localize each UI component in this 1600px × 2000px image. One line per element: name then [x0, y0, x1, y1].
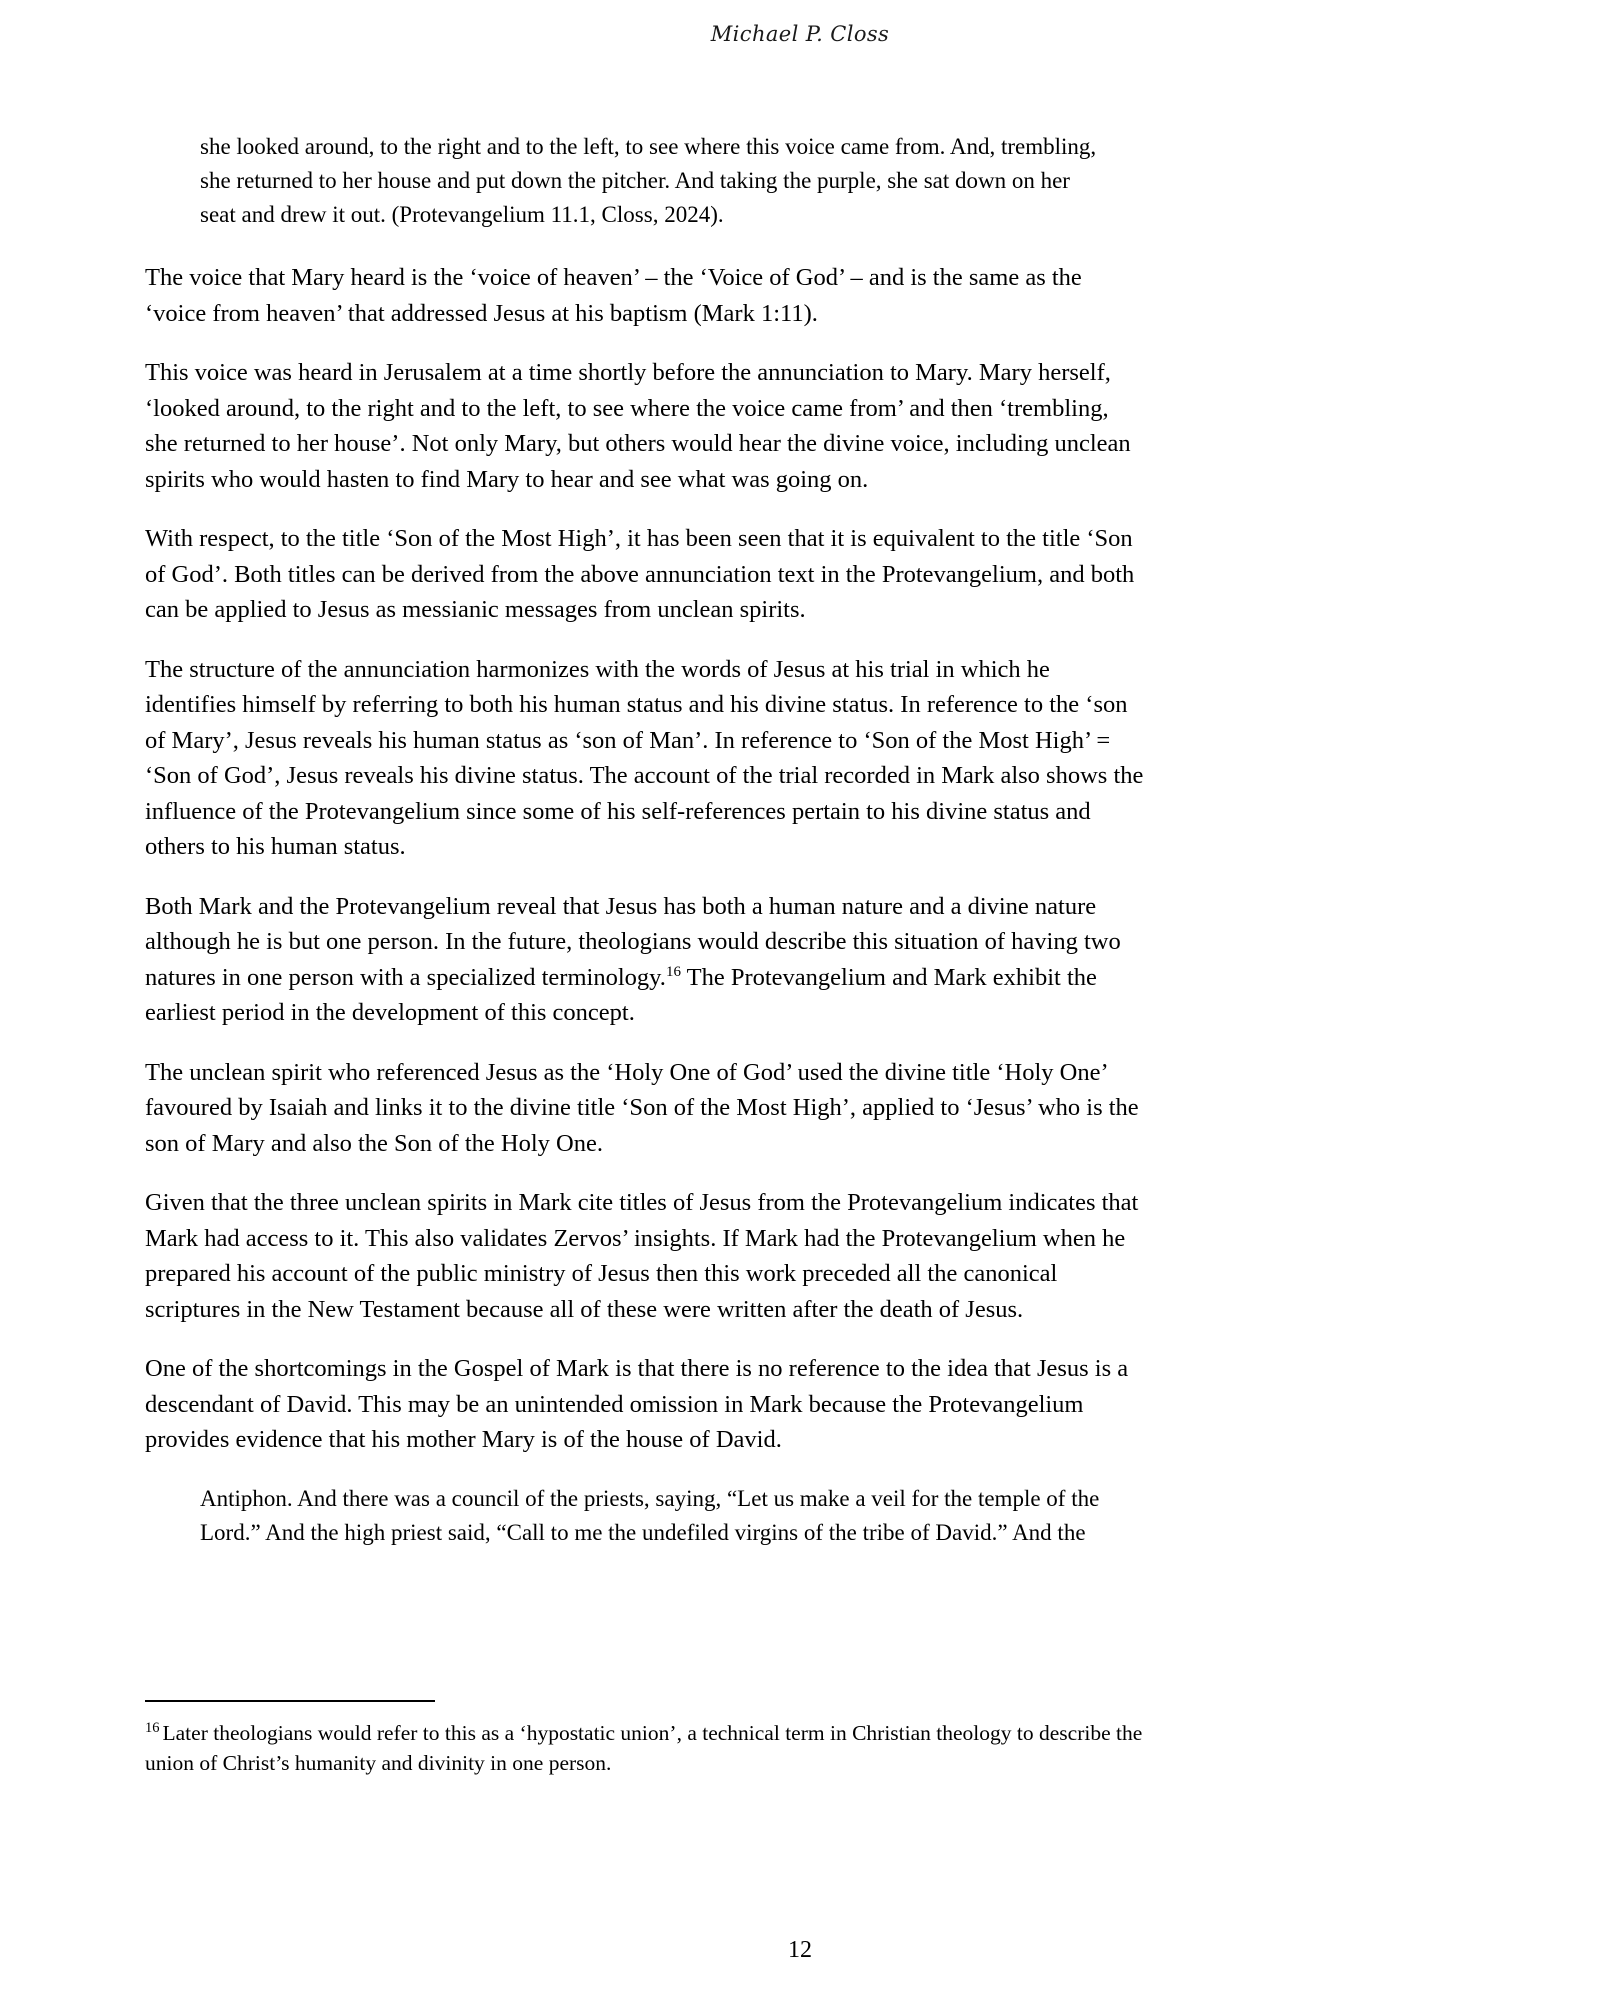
paragraph-voice-of-heaven: The voice that Mary heard is the ‘voice of heaven’ – the ‘Voice of God’ – and is the same as the ‘voice from heaven’ that addressed Jesus at his baptism (Mark 1:11). — [145, 264, 1082, 327]
paragraph-two-natures-text-after: The Protevangelium and Mark exhibit the earliest period in the development of this concept. — [145, 963, 1097, 1026]
blockquote-protevangelium-11-1 — [200, 130, 1100, 232]
document-body — [145, 130, 1145, 1578]
blockquote-antiphon — [200, 1482, 1100, 1550]
footnote-separator-rule — [145, 1700, 435, 1702]
page-number: 12 — [788, 1937, 812, 1963]
blockquote-protevangelium-11-1-text: she looked around, to the right and to the left, to see where this voice came from. And, trembling, she returned to her house and put down the pitcher. And taking the purple, she sat down on her seat and drew it out. (Protevangelium 11.1, Closs, 2024). — [200, 134, 1097, 227]
paragraph-holy-one-of-god: The unclean spirit who referenced Jesus as the ‘Holy One of God’ used the divine title ‘Holy One’ favoured by Isaiah and links it to the divine title ‘Son of the Most High’, applied to ‘Jesus’ who is the son of Mary and also the Son of the Holy One. — [145, 1058, 1139, 1157]
paragraph-three-unclean-spirits: Given that the three unclean spirits in Mark cite titles of Jesus from the Protevangelium indicates that Mark had access to it. This also validates Zervos’ insights. If Mark had the Protevangelium when he prepared his account of the public ministry of Jesus then this work preceded all the canonical scriptures in the New Testament because all of these were written after the death of Jesus. — [145, 1189, 1139, 1323]
paragraph-structure-of-annunciation: The structure of the annunciation harmonizes with the words of Jesus at his trial in which he identifies himself by referring to both his human status and his divine status. In reference to the ‘son of Mary’, Jesus reveals his human status as ‘son of Man’. In reference to ‘Son of the Most High’ = ‘Son of God’, Jesus reveals his divine status. The account of the trial recorded in Mark also shows the influence of the Protevangelium since some of his self-references pertain to his divine status and others to his human status. — [145, 655, 1144, 860]
footnote-reference-16[interactable]: 16 — [665, 963, 681, 980]
paragraph-two-natures-one-person — [145, 889, 1145, 1031]
footnote-area — [145, 1700, 1155, 1778]
paragraph-voice-heard-in-jerusalem: This voice was heard in Jerusalem at a time shortly before the annunciation to Mary. Mary herself, ‘looked around, to the right and to the left, to see where the voice came from’ and then ‘trembling, she returned to her house’. Not only Mary, but others would hear the divine voice, including unclean spirits who would hasten to find Mary to hear and see what was going on. — [145, 359, 1131, 493]
running-header: Michael P. Closs — [710, 22, 890, 46]
footnote-16-text: Later theologians would refer to this as a ‘hypostatic union’, a technical term in Christian theology to describe the union of Christ’s humanity and divinity in one person. — [145, 1721, 1143, 1775]
footnote-16 — [145, 1718, 1155, 1778]
paragraph-shortcomings-gospel-of-mark: One of the shortcomings in the Gospel of Mark is that there is no reference to the idea that Jesus is a descendant of David. This may be an unintended omission in Mark because the Protevangelium provides evidence that his mother Mary is of the house of David. — [145, 1355, 1129, 1453]
paragraph-son-of-the-most-high: With respect, to the title ‘Son of the Most High’, it has been seen that it is equivalent to the title ‘Son of God’. Both titles can be derived from the above annunciation text in the Protevangelium, and both can be applied to Jesus as messianic messages from unclean spirits. — [145, 525, 1135, 623]
paragraph-two-natures-text-before: Both Mark and the Protevangelium reveal that Jesus has both a human nature and a divine nature although he is but one person. In the future, theologians would describe this situation of having two natures in one person with a specialized terminology. — [145, 892, 1121, 991]
blockquote-antiphon-text: Antiphon. And there was a council of the priests, saying, “Let us make a veil for the temple of the Lord.” And the high priest said, “Call to me the undefiled virgins of the tribe of David.” And the — [200, 1485, 1100, 1545]
footnote-16-marker: 16 — [145, 1719, 160, 1736]
